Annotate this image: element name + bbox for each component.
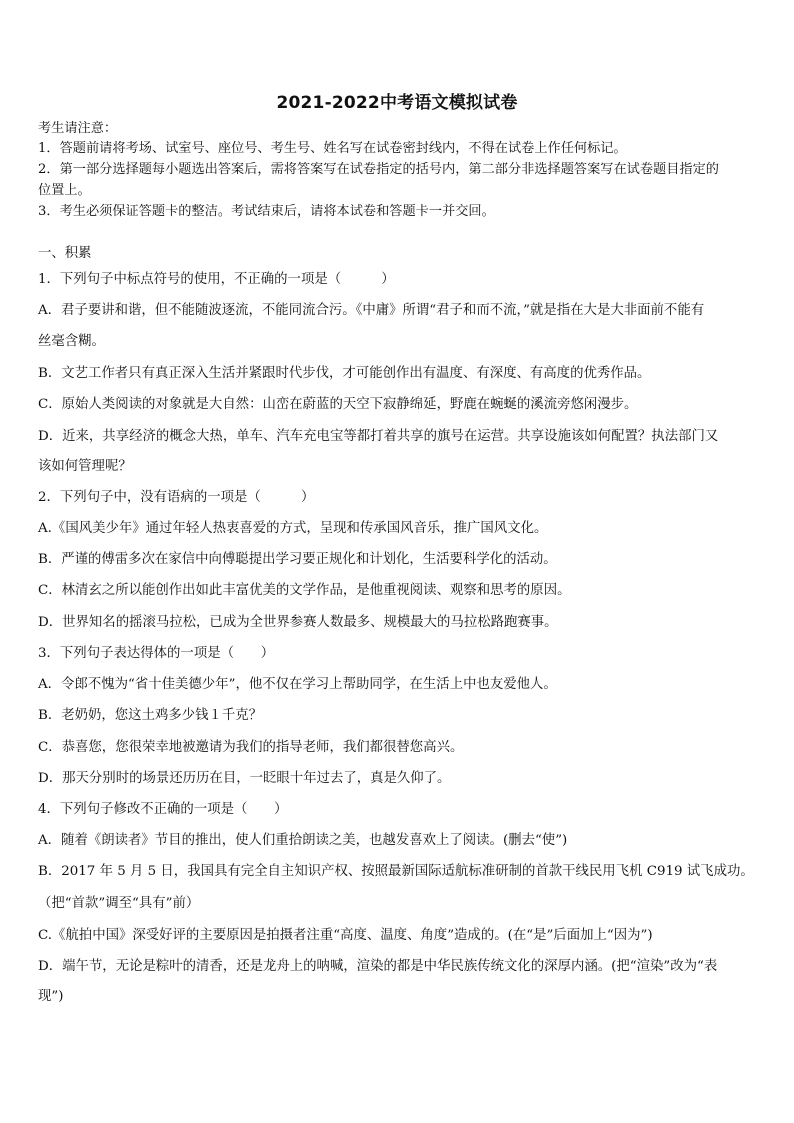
option-d: D．近来，共享经济的概念大热，单车、汽车充电宝等都打着共享的旗号在运营。共享设施该如何配置？执法部门又 <box>38 429 719 444</box>
option-c: C.《航拍中国》深受好评的主要原因是拍摄者注重“高度、温度、角度”造成的。(在“是”后面加上“因为”) <box>38 928 653 943</box>
option-d: D．世界知名的摇滚马拉松，已成为全世界参赛人数最多、规模最大的马拉松路跑赛事。 <box>38 615 558 630</box>
option-d: D．那天分别时的场景还历历在目，一眨眼十年过去了，真是久仰了。 <box>38 771 451 786</box>
question-stem: 4．下列句子修改不正确的一项是（ ） <box>38 802 288 817</box>
option-d-continued: 该如何管理呢？ <box>38 459 132 474</box>
option-a-continued: 丝毫含糊。 <box>38 334 105 349</box>
option-a: A．君子要讲和谐，但不能随波逐流，不能同流合污。《中庸》所谓“君子和而不流，”就是指在大是大非面前不能有 <box>38 303 705 318</box>
question-stem: 2．下列句子中，没有语病的一项是（ ） <box>38 490 315 505</box>
option-b: B．2017 年 5 月 5 日，我国具有完全自主知识产权、按照最新国际适航标准研制的首款干线民用飞机 C919 试飞成功。 <box>38 864 754 879</box>
notice-item: 2．第一部分选择题每小题选出答案后，需将答案写在试卷指定的括号内，第二部分非选择题答案写在试卷题目指定的 <box>38 162 719 177</box>
question-stem: 3．下列句子表达得体的一项是（ ） <box>38 646 275 661</box>
option-a: A．随着《朗读者》节目的推出，使人们重拾朗读之美，也越发喜欢上了阅读。(删去“使”) <box>38 833 568 848</box>
option-b: B．严谨的傅雷多次在家信中向傅聪提出学习要正规化和计划化，生活要科学化的活动。 <box>38 552 557 567</box>
option-b: B．文艺工作者只有真正深入生活并紧跟时代步伐，才可能创作出有温度、有深度、有高度的优秀作品。 <box>38 366 651 381</box>
option-c: C．原始人类阅读的对象就是大自然：山峦在蔚蓝的天空下寂静绵延，野鹿在蜿蜒的溪流旁悠闲漫步。 <box>38 397 638 412</box>
option-c: C．恭喜您，您很荣幸地被邀请为我们的指导老师，我们都很替您高兴。 <box>38 740 464 755</box>
option-d: D．端午节，无论是粽叶的清香，还是龙舟上的呐喊，渲染的都是中华民族传统文化的深厚内涵。(把“渲染”改为“表 <box>38 959 718 974</box>
page-title: 2021-2022中考语文模拟试卷 <box>276 93 518 113</box>
option-a: A．令郎不愧为“省十佳美德少年”，他不仅在学习上帮助同学，在生活上中也友爱他人。 <box>38 677 557 692</box>
option-c: C．林清玄之所以能创作出如此丰富优美的文学作品，是他重视阅读、观察和思考的原因。 <box>38 583 571 598</box>
section-heading: 一、积累 <box>38 246 92 261</box>
option-d-continued: 现”) <box>38 989 64 1004</box>
option-b: B．老奶奶，您这土鸡多少钱１千克？ <box>38 708 263 723</box>
notice-item: 1．答题前请将考场、试室号、座位号、考生号、姓名写在试卷密封线内，不得在试卷上作任何标记。 <box>38 141 627 156</box>
option-b-continued: （把“首款”调至“具有”前） <box>38 896 200 911</box>
option-a: A.《国风美少年》通过年轻人热衷喜爱的方式，呈现和传承国风音乐，推广国风文化。 <box>38 521 548 536</box>
notice-item: 3．考生必须保证答题卡的整洁。考试结束后，请将本试卷和答题卡一并交回。 <box>38 204 495 219</box>
question-stem: 1．下列句子中标点符号的使用，不正确的一项是（ ） <box>38 272 395 287</box>
notice-item: 位置上。 <box>38 183 91 198</box>
notice-heading: 考生请注意： <box>38 121 118 136</box>
